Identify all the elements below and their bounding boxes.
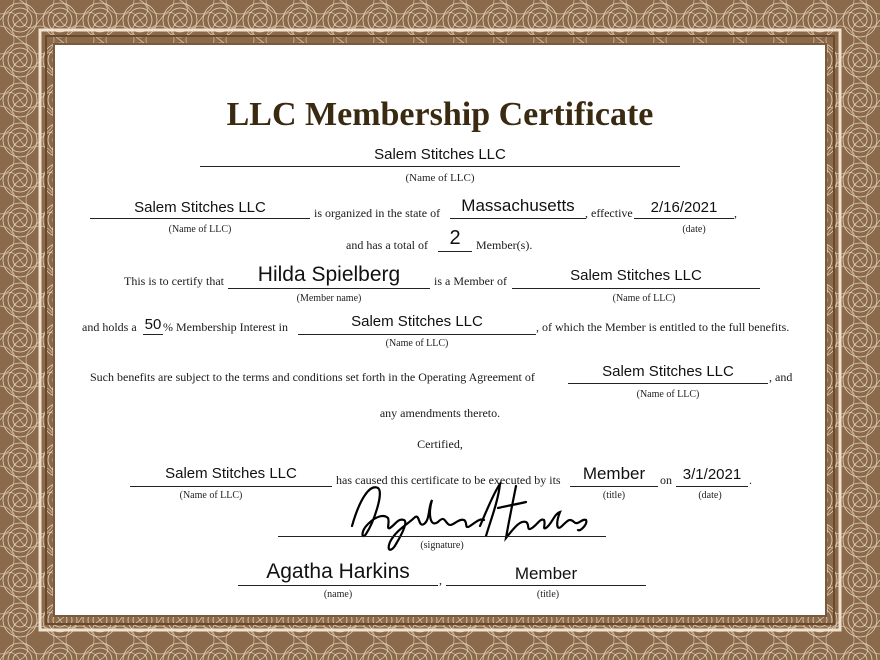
benefits-llc-name: Salem Stitches LLC [602,363,734,380]
interest-llc-name: Salem Stitches LLC [351,313,483,330]
benefits-suffix: , and [769,370,793,384]
signer-title-underline [446,585,646,586]
execution-date-suffix: . [749,473,752,487]
member-name-caption: (Member name) [296,293,362,304]
signer-name-caption: (name) [323,589,353,600]
page-title: LLC Membership Certificate [226,96,654,133]
benefits-llc-underline [568,383,768,384]
signer-separator: , [439,573,442,587]
execution-date: 3/1/2021 [682,466,742,483]
certified-label: Certified, [417,437,463,451]
organized-state: Massachusetts [461,196,575,215]
execution-title: Member [582,464,646,483]
execution-on: on [660,473,672,487]
benefits-prefix: Such benefits are subject to the terms and conditions set forth in the Operating Agreement of [90,370,535,384]
organized-state-text: is organized in the state of [314,206,441,220]
certify-mid: is a Member of [434,274,507,288]
organized-llc-name: Salem Stitches LLC [134,199,266,216]
execution-title-caption: (title) [602,490,626,501]
interest-percent: 50 [144,316,162,333]
benefits-llc-caption: (Name of LLC) [636,389,700,400]
organized-llc-caption: (Name of LLC) [168,224,232,235]
execution-llc-name: Salem Stitches LLC [165,465,297,482]
signer-title-caption: (title) [536,589,560,600]
organized-date-suffix: , [734,206,737,220]
organized-date-caption: (date) [682,224,706,235]
organized-state-underline [450,218,586,219]
execution-date-caption: (date) [698,490,722,501]
organized-date: 2/16/2021 [650,199,718,216]
member-name: Hilda Spielberg [257,263,401,286]
header-llc-caption: (Name of LLC) [405,172,475,184]
certify-prefix: This is to certify that [124,274,224,288]
interest-prefix: and holds a [82,320,137,334]
execution-date-underline [676,486,748,487]
interest-percent-underline [143,334,163,335]
header-llc-underline [200,166,680,167]
organized-effective-text: , effective [585,206,633,220]
interest-llc-underline [298,334,536,335]
members-suffix: Member(s). [476,238,533,252]
signer-name: Agatha Harkins [266,560,410,583]
certify-llc-caption: (Name of LLC) [612,293,676,304]
header-llc-name: Salem Stitches LLC [374,146,506,163]
execution-llc-underline [130,486,332,487]
interest-suffix: , of which the Member is entitled to the full benefits. [536,320,790,334]
benefits-line2: any amendments thereto. [379,406,501,420]
certify-llc-underline [512,288,760,289]
execution-llc-caption: (Name of LLC) [179,490,243,501]
signature-underline [278,536,606,537]
signer-title: Member [514,564,578,583]
execution-mid: has caused this certificate to be executed by its [336,473,561,487]
interest-llc-caption: (Name of LLC) [385,338,449,349]
signer-name-underline [238,585,438,586]
organized-date-underline [634,218,734,219]
signature-caption: (signature) [420,540,464,551]
members-prefix: and has a total of [346,238,428,252]
members-count-underline [438,251,472,252]
members-count: 2 [449,227,461,249]
interest-mid: % Membership Interest in [163,320,288,334]
organized-llc-underline [90,218,310,219]
member-name-underline [228,288,430,289]
certify-llc-name: Salem Stitches LLC [570,267,702,284]
